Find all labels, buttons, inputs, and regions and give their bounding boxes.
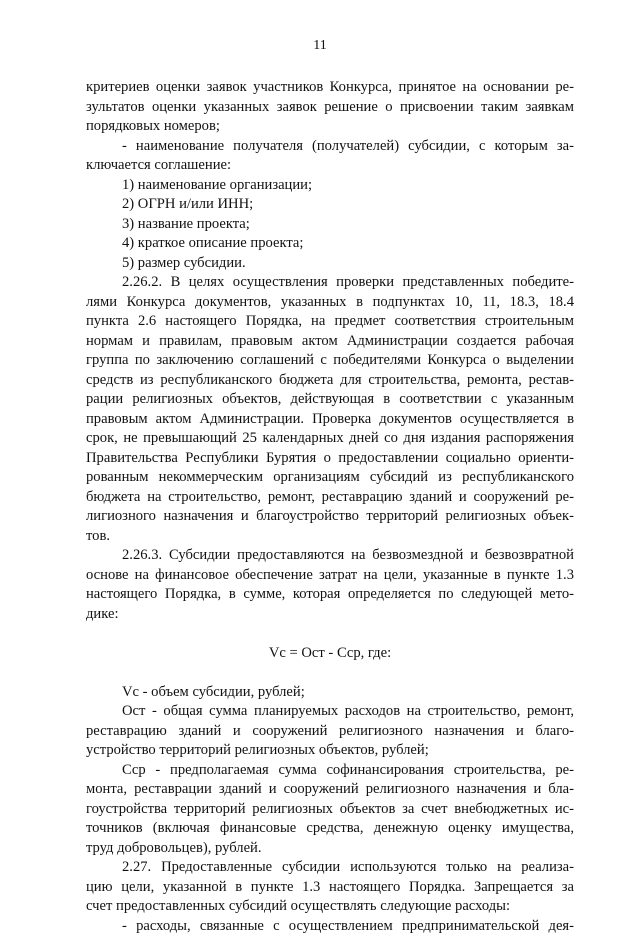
text-line: зультатов оценки указанных заявок решение о присвоении таким заявкам <box>86 98 574 118</box>
text-line: правовым актом Администрации. Проверка документов осуществляется в <box>86 410 574 430</box>
text-line: 2.26.2. В целях осуществления проверки представленных победите- <box>86 273 574 293</box>
text-line: 3) название проекта; <box>86 215 574 235</box>
text-line: реставрацию зданий и сооружений религиозного назначения и благо- <box>86 722 574 742</box>
text-line: Сср - предполагаемая сумма софинансирования строительства, ре- <box>86 761 574 781</box>
text-line: Правительства Республики Бурятия о предоставлении социально ориенти- <box>86 449 574 469</box>
text-line: устройство территорий религиозных объектов, рублей; <box>86 741 574 761</box>
text-line: рации религиозных объектов, действующая в соответствии с указанным <box>86 390 574 410</box>
text-line: средств из республиканского бюджета для строительства, ремонта, рестав- <box>86 371 574 391</box>
blank-line <box>86 624 574 644</box>
text-line: бюджета на строительство, ремонт, реставрацию зданий и сооружений ре- <box>86 488 574 508</box>
text-line: счет предоставленных субсидий осуществлять следующие расходы: <box>86 897 574 917</box>
formula-line: Vc = Ост - Сср, где: <box>86 644 574 664</box>
text-line: срок, не превышающий 25 календарных дней со дня издания распоряжения <box>86 429 574 449</box>
page-number: 11 <box>0 38 640 54</box>
text-line: порядковых номеров; <box>86 117 574 137</box>
text-line: критериев оценки заявок участников Конкурса, принятое на основании ре- <box>86 78 574 98</box>
text-line: рованным некоммерческим организациям субсидий из республиканского <box>86 468 574 488</box>
text-line: - расходы, связанные с осуществлением предпринимательской дея- <box>86 917 574 936</box>
text-line: пункта 2.6 настоящего Порядка, на предмет соответствия строительным <box>86 312 574 332</box>
text-line: дике: <box>86 605 574 625</box>
blank-line <box>86 663 574 683</box>
text-line: гоустройства территорий религиозных объектов за счет внебюджетных ис- <box>86 800 574 820</box>
text-line: 2.26.3. Субсидии предоставляются на безвозмездной и безвозвратной <box>86 546 574 566</box>
text-line: ключается соглашение: <box>86 156 574 176</box>
text-line: точников (включая финансовые средства, денежную оценку имущества, <box>86 819 574 839</box>
text-line: цию цели, указанной в пункте 1.3 настоящего Порядка. Запрещается за <box>86 878 574 898</box>
text-line: труд добровольцев), рублей. <box>86 839 574 859</box>
text-line: 4) краткое описание проекта; <box>86 234 574 254</box>
text-line: - наименование получателя (получателей) субсидии, с которым за- <box>86 137 574 157</box>
text-line: лигиозного назначения и благоустройство территорий религиозных объек- <box>86 507 574 527</box>
text-line: монта, реставрации зданий и сооружений религиозного назначения и бла- <box>86 780 574 800</box>
text-line: настоящего Порядка, в сумме, которая определяется по следующей мето- <box>86 585 574 605</box>
text-line: 2) ОГРН и/или ИНН; <box>86 195 574 215</box>
text-line: тов. <box>86 527 574 547</box>
text-line: 2.27. Предоставленные субсидии используются только на реализа- <box>86 858 574 878</box>
text-line: Ост - общая сумма планируемых расходов на строительство, ремонт, <box>86 702 574 722</box>
text-line: 1) наименование организации; <box>86 176 574 196</box>
text-line: 5) размер субсидии. <box>86 254 574 274</box>
document-body <box>86 78 574 936</box>
text-line: группа по заключению соглашений с победителями Конкурса о выделении <box>86 351 574 371</box>
text-line: основе на финансовое обеспечение затрат на цели, указанные в пункте 1.3 <box>86 566 574 586</box>
text-line: лями Конкурса документов, указанных в подпунктах 10, 11, 18.3, 18.4 <box>86 293 574 313</box>
text-line: Vc - объем субсидии, рублей; <box>86 683 574 703</box>
text-line: нормам и правилам, правовым актом Администрации создается рабочая <box>86 332 574 352</box>
